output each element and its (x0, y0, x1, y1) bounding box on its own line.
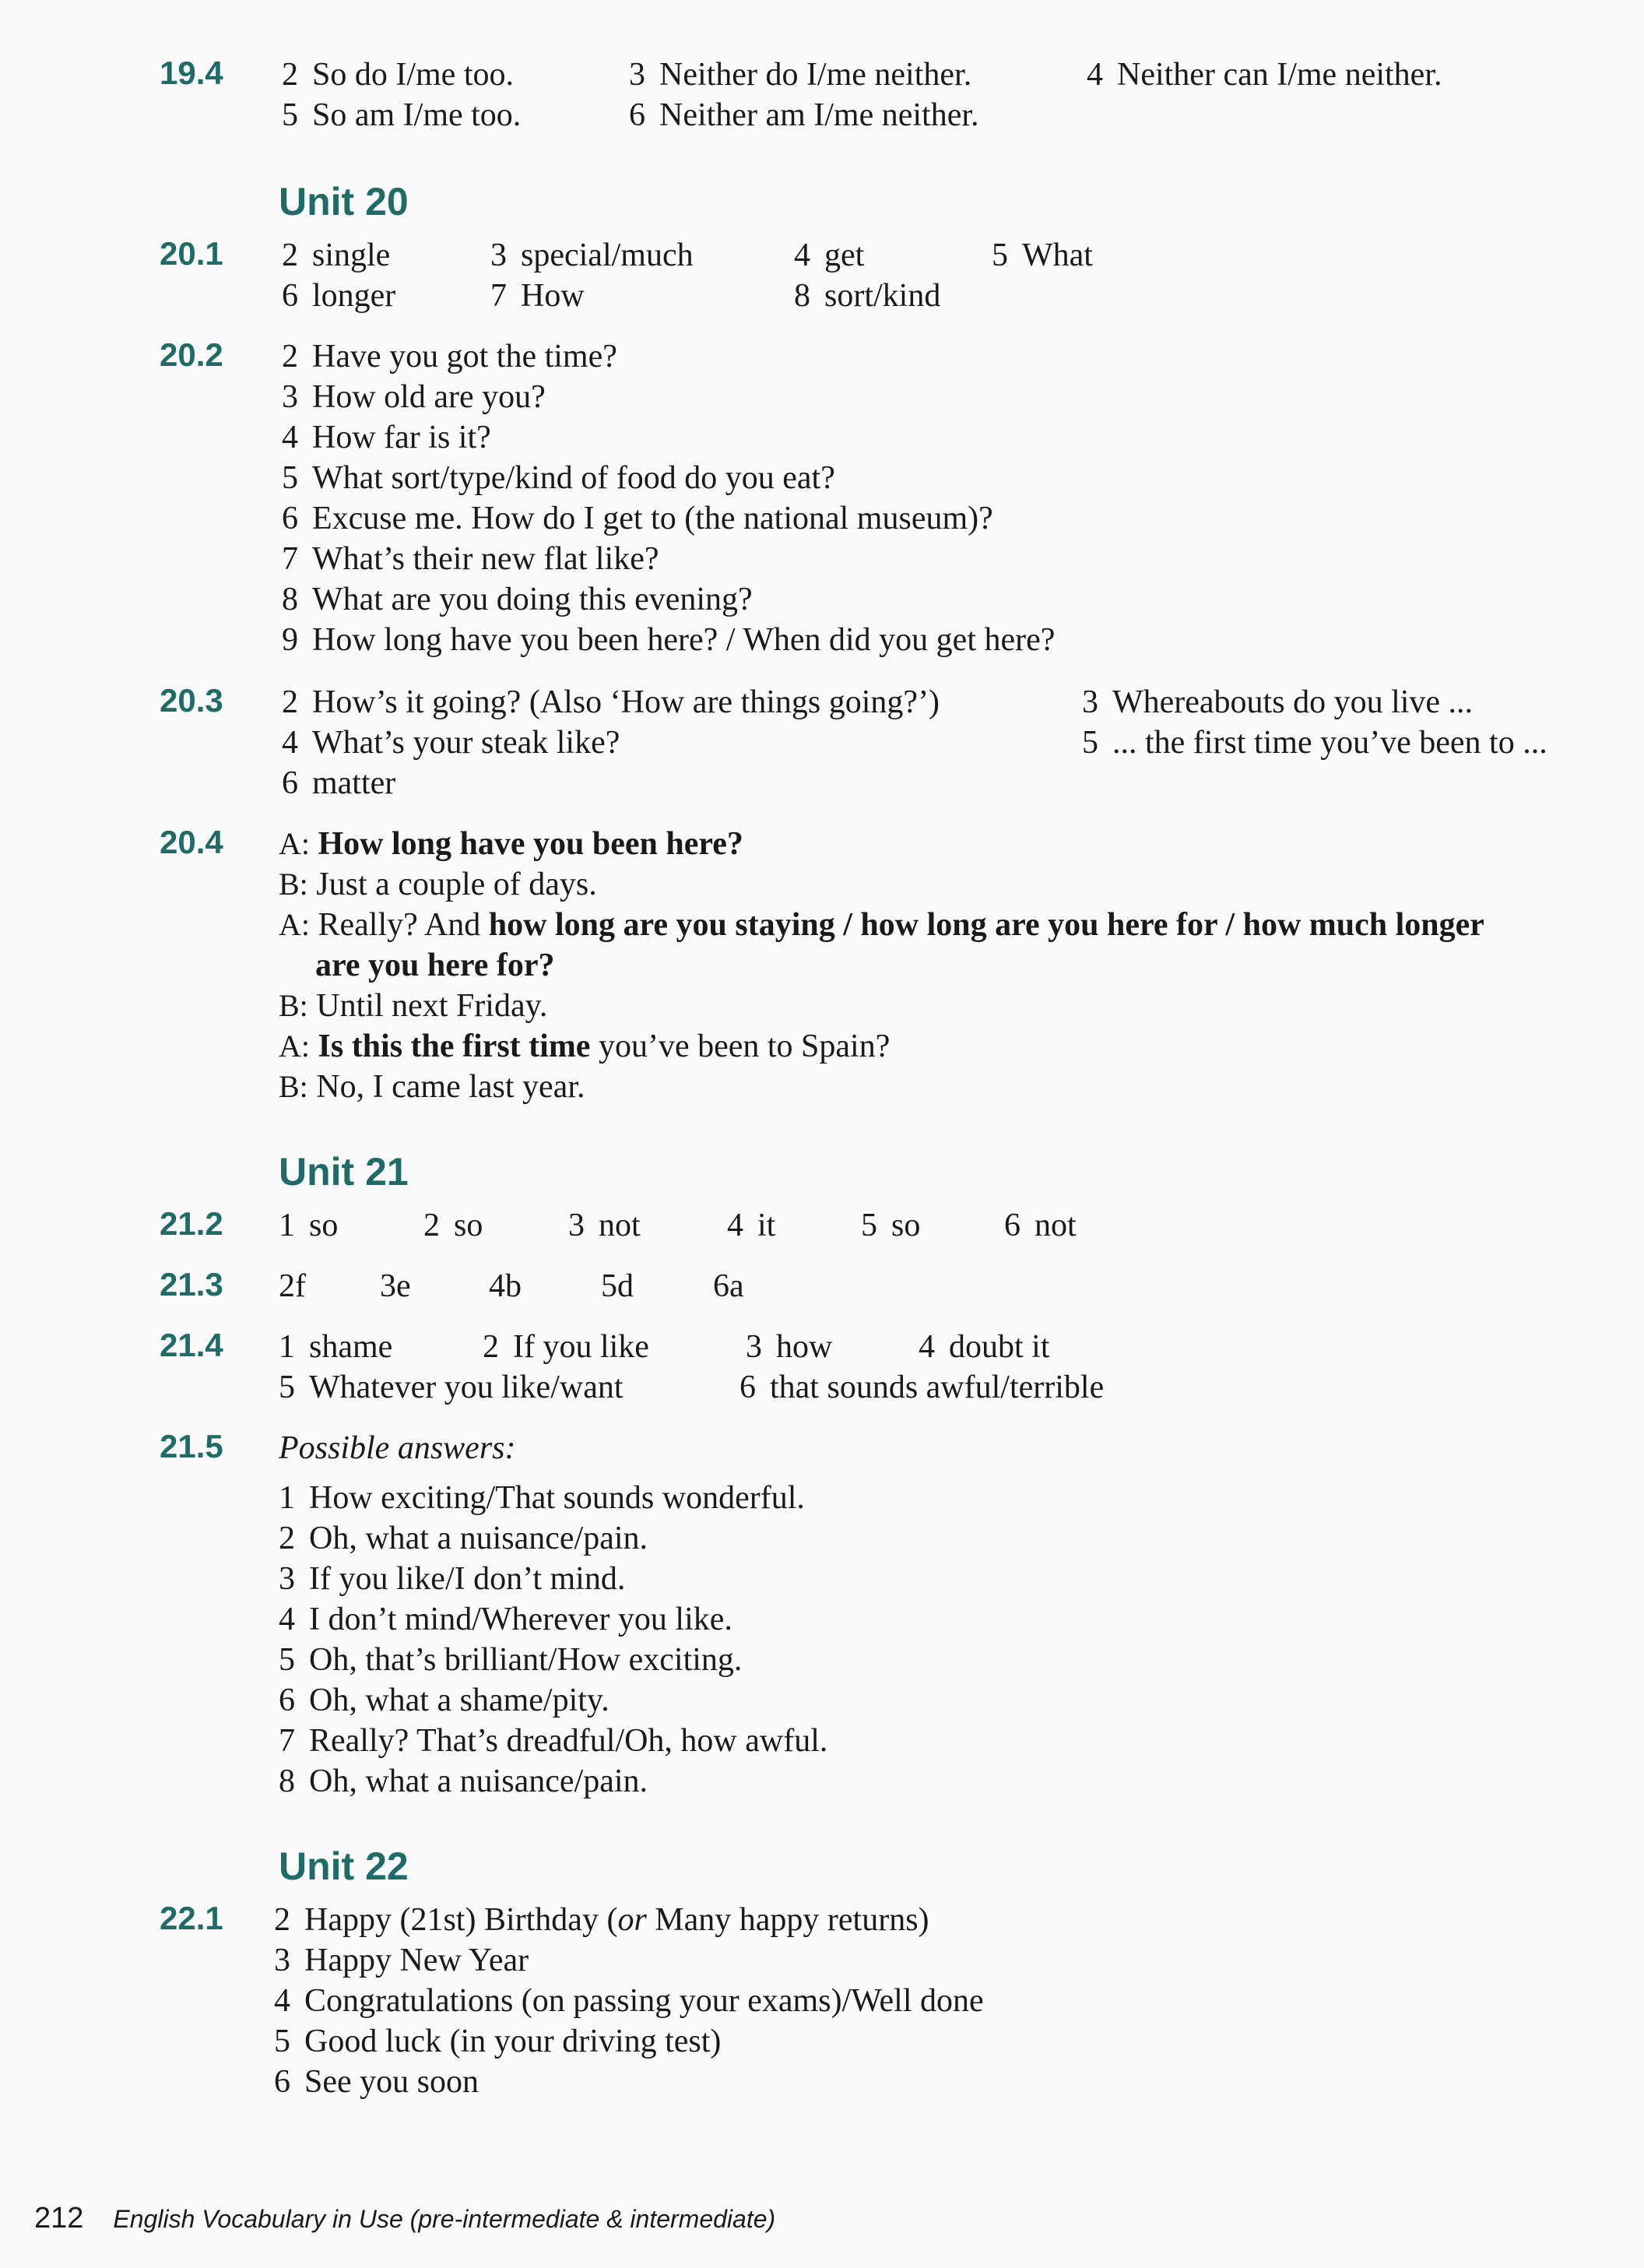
answer-item: 2 So do I/me too. (282, 57, 514, 93)
answer-item: 2 so (423, 1208, 483, 1243)
answer-item: 4 get (794, 237, 865, 273)
answer-item: 2 Have you got the time? (282, 339, 617, 374)
answer-item: 3e (380, 1268, 411, 1304)
answer-item: 6 longer (282, 278, 396, 314)
answer-item: 9 How long have you been here? / When did you get here? (282, 622, 1056, 658)
answer-item: 1 so (279, 1208, 339, 1243)
answer-item: 3 Neither do I/me neither. (629, 57, 972, 93)
answer-item: 6 Oh, what a shame/pity. (279, 1683, 609, 1718)
exercise-number: 19.4 (160, 55, 223, 91)
answer-item: 2 Oh, what a nuisance/pain. (279, 1521, 648, 1556)
answer-item: 5 Good luck (in your driving test) (274, 2024, 722, 2059)
answer-item: 4 What’s your steak like? (282, 725, 620, 761)
book-title: English Vocabulary in Use (pre-intermediate & intermediate) (113, 2205, 776, 2233)
dialogue-line: A: How long have you been here? (279, 826, 743, 862)
exercise-number: 21.5 (160, 1428, 223, 1465)
exercise-number: 20.2 (160, 336, 223, 373)
answer-item: 5 What (992, 237, 1093, 273)
answer-item: 4 it (727, 1208, 776, 1243)
dialogue-line: A: Is this the first time you’ve been to Spain? (279, 1029, 890, 1064)
answer-item: 5 so (861, 1208, 921, 1243)
unit-heading: Unit 21 (279, 1150, 409, 1194)
answer-item: 5d (601, 1268, 634, 1304)
answer-item: 4b (489, 1268, 522, 1304)
answer-item: 4 Neither can I/me neither. (1087, 57, 1442, 93)
answer-item: 8 What are you doing this evening? (282, 582, 753, 617)
answer-item: 2 single (282, 237, 391, 273)
answer-item: 5 So am I/me too. (282, 97, 522, 133)
unit-heading: Unit 20 (279, 180, 409, 223)
answer-item: 6a (713, 1268, 744, 1304)
answer-item: 3 If you like/I don’t mind. (279, 1561, 626, 1597)
exercise-number: 21.4 (160, 1327, 223, 1363)
answer-item: 7 How (490, 278, 585, 314)
answer-item: 5 ... the first time you’ve been to ... (1082, 725, 1547, 761)
answer-item: 7 What’s their new flat like? (282, 541, 659, 577)
answer-item: 2f (279, 1268, 306, 1304)
dialogue-line: B: No, I came last year. (279, 1069, 585, 1105)
answer-item: 2 Happy (21st) Birthday (or Many happy returns) (274, 1902, 929, 1938)
answer-item: 5 What sort/type/kind of food do you eat? (282, 460, 835, 496)
answer-item: 3 special/much (490, 237, 694, 273)
answer-item: 5 Oh, that’s brilliant/How exciting. (279, 1642, 743, 1678)
answer-item: 7 Really? That’s dreadful/Oh, how awful. (279, 1723, 828, 1759)
answer-item: 1 shame (279, 1329, 393, 1365)
dialogue-line: B: Until next Friday. (279, 988, 548, 1024)
exercise-number: 22.1 (160, 1900, 223, 1936)
page-footer (34, 2202, 775, 2235)
answer-item: 4 doubt it (919, 1329, 1050, 1365)
answer-item: 4 I don’t mind/Wherever you like. (279, 1602, 732, 1637)
answer-item: 8 sort/kind (794, 278, 941, 314)
answer-item: 4 How far is it? (282, 420, 491, 455)
answer-item: 3 not (568, 1208, 641, 1243)
exercise-number: 21.2 (160, 1205, 223, 1242)
dialogue-line: A: Really? And how long are you staying / how long are you here for / how much longer (279, 907, 1484, 943)
answer-item: 5 Whatever you like/want (279, 1370, 624, 1405)
answer-item: 6 matter (282, 765, 396, 801)
answer-item: 6 Neither am I/me neither. (629, 97, 979, 133)
exercise-number: 20.1 (160, 235, 223, 272)
exercise-number: 20.3 (160, 682, 223, 719)
answer-item: 6 not (1004, 1208, 1077, 1243)
dialogue-line: B: Just a couple of days. (279, 867, 597, 902)
answer-item: 1 How exciting/That sounds wonderful. (279, 1480, 805, 1516)
answer-item: 2 If you like (483, 1329, 649, 1365)
possible-answers-label: Possible answers: (279, 1430, 516, 1466)
answer-item: 6 Excuse me. How do I get to (the national museum)? (282, 501, 993, 536)
answer-item: 8 Oh, what a nuisance/pain. (279, 1763, 648, 1799)
exercise-number: 20.4 (160, 824, 223, 860)
answer-item: 2 How’s it going? (Also ‘How are things going?’) (282, 684, 940, 720)
answer-item: 3 Whereabouts do you live ... (1082, 684, 1474, 720)
dialogue-line: are you here for? (315, 948, 555, 983)
answer-item: 6 that sounds awful/terrible (739, 1370, 1105, 1405)
answer-item: 3 Happy New Year (274, 1943, 529, 1978)
exercise-number: 21.3 (160, 1266, 223, 1303)
unit-heading: Unit 22 (279, 1844, 409, 1888)
answer-item: 3 how (746, 1329, 833, 1365)
answer-item: 3 How old are you? (282, 379, 546, 415)
page-number: 212 (34, 2202, 84, 2235)
answer-item: 4 Congratulations (on passing your exams)/Well done (274, 1983, 984, 2019)
answer-item: 6 See you soon (274, 2064, 479, 2100)
